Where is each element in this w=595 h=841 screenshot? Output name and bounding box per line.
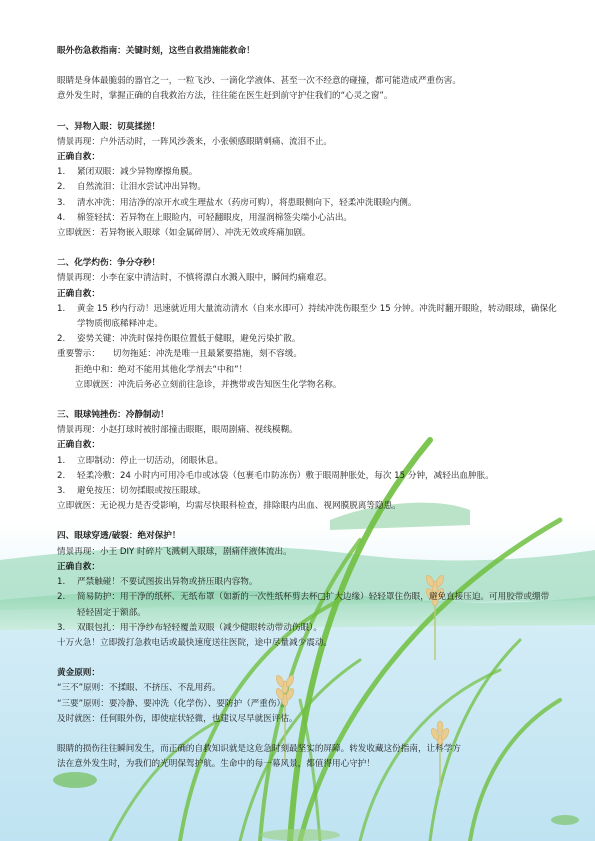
closing-paragraph-line: 法在意外发生时，为我们的光明保驾护航。生命中的每一幕风景，都值得用心守护！ [57, 759, 375, 770]
section-chemical-burn [57, 256, 557, 393]
list-item [57, 332, 557, 347]
item-text: 立即制动：停止一切活动，闭眼休息。 [77, 455, 224, 466]
emergency-note: 十万火急！立即拨打急救电话或最快速度送往医院，途中尽量减少震动。 [57, 637, 333, 648]
item-text: 棉签轻拭：若异物在上眼睑内，可轻翻眼皮，用湿润棉签尖端小心沾出。 [77, 212, 353, 223]
warning-note: 重要警示： 切勿拖延：冲洗是唯一且最紧要措施，刻不容缓。 [57, 349, 302, 360]
item-text: 姿势关键：冲洗时保持伤眼位置低于健眼，避免污染扩散。 [77, 334, 301, 345]
item-number: 3. [57, 197, 66, 208]
self-rescue-label: 正确自救： [57, 561, 100, 572]
item-text: 双眼包扎：用干净纱布轻轻覆盖双眼（减少健眼转动带动伤眼）。 [77, 622, 322, 633]
item-text: 黄金 15 秒内行动！迅速就近用大量流动清水（自来水即可）持续冲洗伤眼至少 15 分钟。冲洗时翻开眼睑，转动眼球，确保化学物质彻底稀释冲走。 [77, 303, 557, 330]
golden-rule-line: “三要”原则：要冷静、要冲洗（化学伤）、要防护（严重伤）。 [57, 698, 290, 709]
item-number: 3. [57, 486, 66, 497]
scenario-text: 情景再现：小王 DIY 时碎片飞溅刺入眼球，剧痛伴液体流出。 [57, 546, 292, 557]
page-title: 眼外伤急救指南：关键时刻，这些自救措施能救命！ [57, 46, 255, 56]
list-item [57, 469, 557, 484]
scenario-text: 情景再现：小赵打球时被肘部撞击眼眶，眼周剧痛、视线模糊。 [57, 425, 298, 436]
list-item [57, 621, 557, 636]
item-text: 简易防护：用干净的纸杯、无纸布罩（如新的一次性纸杯剪去杯□扩大边缘）轻轻罩住伤眼，避免直接压迫。可用胶带或绷带轻轻固定于额部。 [77, 592, 550, 618]
item-number: 2. [57, 470, 66, 481]
item-number: 3. [57, 622, 66, 633]
list-item [57, 590, 557, 620]
section-heading: 一、异物入眼：切莫揉搓！ [57, 121, 161, 132]
section-foreign-body [57, 120, 557, 242]
list-item [57, 454, 557, 469]
section-blunt-trauma [57, 408, 557, 514]
list-item [57, 575, 557, 590]
warning-note: 立即就医：冲洗后务必立刻前往急诊，并携带或告知医生化学物名称。 [75, 379, 342, 390]
warning-note: 拒绝中和：绝对不能用其他化学剂去“中和”！ [75, 364, 248, 375]
item-number: 1. [57, 455, 66, 466]
intro-line: 意外发生时，掌握正确的自我救治方法，往往能在医生赶到前守护住我们的“心灵之窗”。 [57, 91, 393, 102]
self-rescue-label: 正确自救： [57, 440, 100, 451]
seek-medical-note: 立即就医：若异物嵌入眼球（如金属碎屑）、冲洗无效或疼痛加剧。 [57, 228, 311, 239]
list-item [57, 484, 557, 499]
item-text: 自然流泪：让泪水尝试冲出异物。 [77, 182, 206, 193]
item-number: 2. [57, 182, 66, 193]
golden-rule-line: 及时就医：任何眼外伤，即使症状轻微，也建议尽早就医评估。 [57, 713, 298, 724]
item-number: 1. [57, 303, 66, 314]
scenario-text: 情景再现：小李在家中清洁时，不慎将漂白水溅入眼中，瞬间灼痛难忍。 [57, 273, 333, 284]
golden-rules [57, 666, 557, 727]
document-body [57, 44, 557, 772]
closing-paragraph-line: 眼睛的损伤往往瞬间发生，而正确的自救知识就是这危急时刻最坚实的屏障。转发收藏这份指南，让科学方 [57, 743, 461, 754]
self-rescue-label: 正确自救： [57, 152, 100, 163]
golden-rules-heading: 黄金原则： [57, 668, 100, 679]
item-number: 2. [57, 334, 66, 345]
item-text: 严禁触碰！不要试图拔出异物或挤压眼内容物。 [77, 577, 258, 588]
section-heading: 四、眼球穿透/破裂：绝对保护！ [57, 531, 181, 542]
list-item [57, 165, 557, 180]
list-item [57, 211, 557, 226]
item-text: 避免按压：切勿揉眼或按压眼球。 [77, 486, 206, 497]
intro-line: 眼睛是身体最脆弱的器官之一，一粒飞沙、一滴化学液体、甚至一次不经意的碰撞，都可能造成严重伤害。 [57, 76, 461, 87]
list-item [57, 302, 557, 332]
item-text: 清水冲洗：用洁净的凉开水或生理盐水（药房可购），将患眼侧向下，轻柔冲洗眼睑内侧。 [77, 197, 417, 208]
section-heading: 三、眼球钝挫伤：冷静制动！ [57, 410, 169, 421]
list-item [57, 196, 557, 211]
item-text: 紧闭双眼：减少异物摩擦角膜。 [77, 167, 198, 178]
golden-rule-line: “三不”原则：不揉眼、不挤压、不乱用药。 [57, 683, 221, 694]
lily-pad-decoration [53, 772, 97, 788]
seek-medical-note: 立即就医：无论视力是否受影响，均需尽快眼科检查，排除眼内出血、视网膜脱离等隐患。 [57, 501, 401, 512]
scenario-text: 情景再现：户外活动时，一阵风沙袭来，小张顿感眼睛刺痛、流泪不止。 [57, 136, 333, 147]
self-rescue-label: 正确自救： [57, 288, 100, 299]
section-penetrating-injury [57, 529, 557, 651]
list-item [57, 180, 557, 195]
item-number: 4. [57, 212, 66, 223]
item-number: 2. [57, 592, 66, 603]
item-number: 1. [57, 577, 66, 588]
item-text: 轻柔冷敷：24 小时内可用冷毛巾或冰袋（包裹毛巾防冻伤）敷于眼周肿胀处，每次 15 分钟，减轻出血肿胀。 [77, 470, 494, 481]
section-heading: 二、化学灼伤：争分夺秒！ [57, 258, 161, 269]
item-number: 1. [57, 167, 66, 178]
